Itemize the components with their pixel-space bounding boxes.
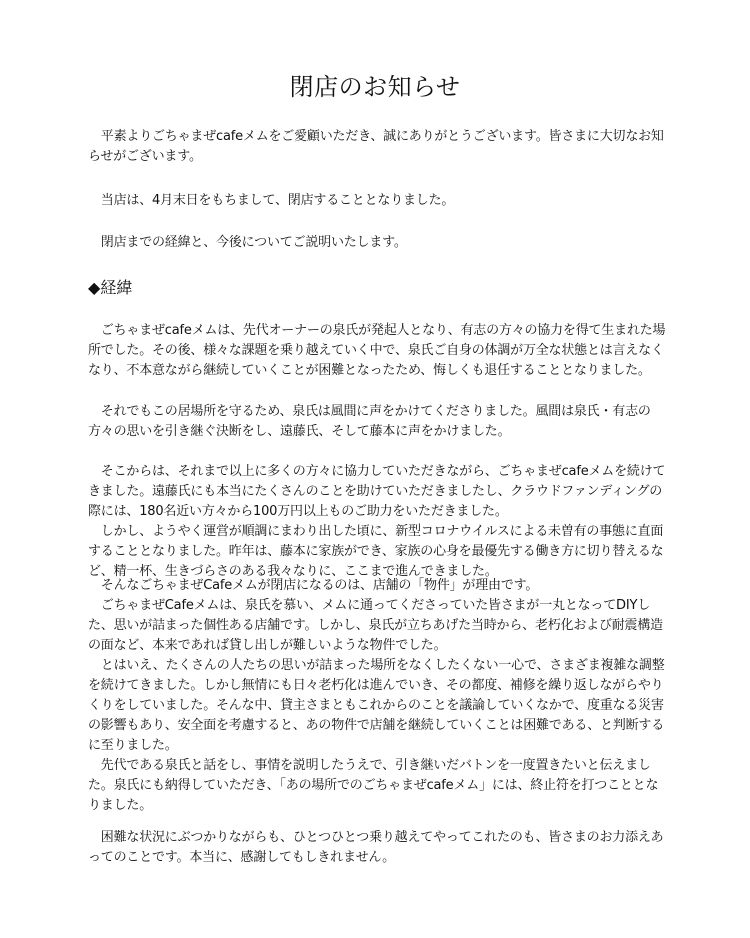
body-paragraph-4: しかし、ようやく運営が順調にまわり出した頃に、新型コロナウイルスによる未曽有の事態に直面することとなりました。昨年は、藤本に家族ができ、家族の心身を最優先する働き方に切り替えるなど、精一杯、生きづらさのある我々なりに、ここまで進んできました。 <box>88 524 664 579</box>
body-paragraph-7: とはいえ、たくさんの人たちの思いが詰まった場所をなくしたくない一心で、さまざま複雑な調整を続けてきました。しかし無情にも日々老朽化は進んでいき、その都度、補修を繰り返しながらやりくりをしていました。そんな中、貸主さまともこれからのことを議論していくなかで、度重なる災害の影響もあり、安全面を考慮すると、あの物件で店舗を継続していくことは困難である、と判断するに至りました。 <box>88 658 665 753</box>
body-paragraph-9: 困難な状況にぶつかりながらも、ひとつひとつ乗り越えてやってこれたのも、皆さまのお力添えあってのことです。本当に、感謝してもしきれません。 <box>88 830 664 865</box>
section-heading-label: 経緯 <box>100 278 133 297</box>
page-title: 閉店のお知らせ <box>289 73 461 101</box>
intro-paragraph-1: 平素よりごちゃまぜcafeメムをご愛顧いただき、誠にありがとうございます。皆さまに大切なお知らせがございます。 <box>88 129 664 164</box>
intro-paragraph-3: 閉店までの経緯と、今後についてご説明いたします。 <box>88 235 407 250</box>
section-heading <box>88 277 666 299</box>
body-paragraph-5: そんなごちゃまぜCafeメムが閉店になるのは、店舗の「物件」が理由です。 <box>88 578 539 593</box>
body-paragraph-8: 先代である泉氏と話をし、事情を説明したうえで、引き継いだバトンを一度置きたいと伝えました。泉氏にも納得していただき、「あの場所でのごちゃまぜcafeメム」には、終止符を打つこととなりました。 <box>88 758 659 813</box>
diamond-bullet-icon: ◆ <box>88 278 101 297</box>
body-paragraph-3: そこからは、それまで以上に多くの方々に協力していただきながら、ごちゃまぜcafeメムを続けてきました。遠藤氏にも本当にたくさんのことを助けていただきましたし、クラウドファンディングの際には、180名近い方々から100万円以上ものご助力をいただきました。 <box>88 464 666 519</box>
body-paragraph-6: ごちゃまぜCafeメムは、泉氏を慕い、メムに通ってくださっていた皆さまが一丸となってDIYした、思いが詰まった個性ある店舗です。しかし、泉氏が立ちあげた当時から、老朽化および耐震構造の面など、本来であれば貸し出しが難しいような物件でした。 <box>88 598 663 653</box>
body-paragraph-2: それでもこの居場所を守るため、泉氏は風間に声をかけてくださりました。風間は泉氏・有志の方々の思いを引き継ぐ決断をし、遠藤氏、そして藤本に声をかけました。 <box>88 404 651 439</box>
intro-paragraph-2: 当店は、4月末日をもちまして、閉店することとなりました。 <box>88 193 455 208</box>
body-paragraph-1: ごちゃまぜcafeメムは、先代オーナーの泉氏が発起人となり、有志の方々の協力を得て生まれた場所でした。その後、様々な課題を乗り越えていく中で、泉氏ご自身の体調が万全な状態とは言えなくなり、不本意ながら継続していくことが困難となったため、悔しくも退任することとなりました。 <box>88 323 666 378</box>
